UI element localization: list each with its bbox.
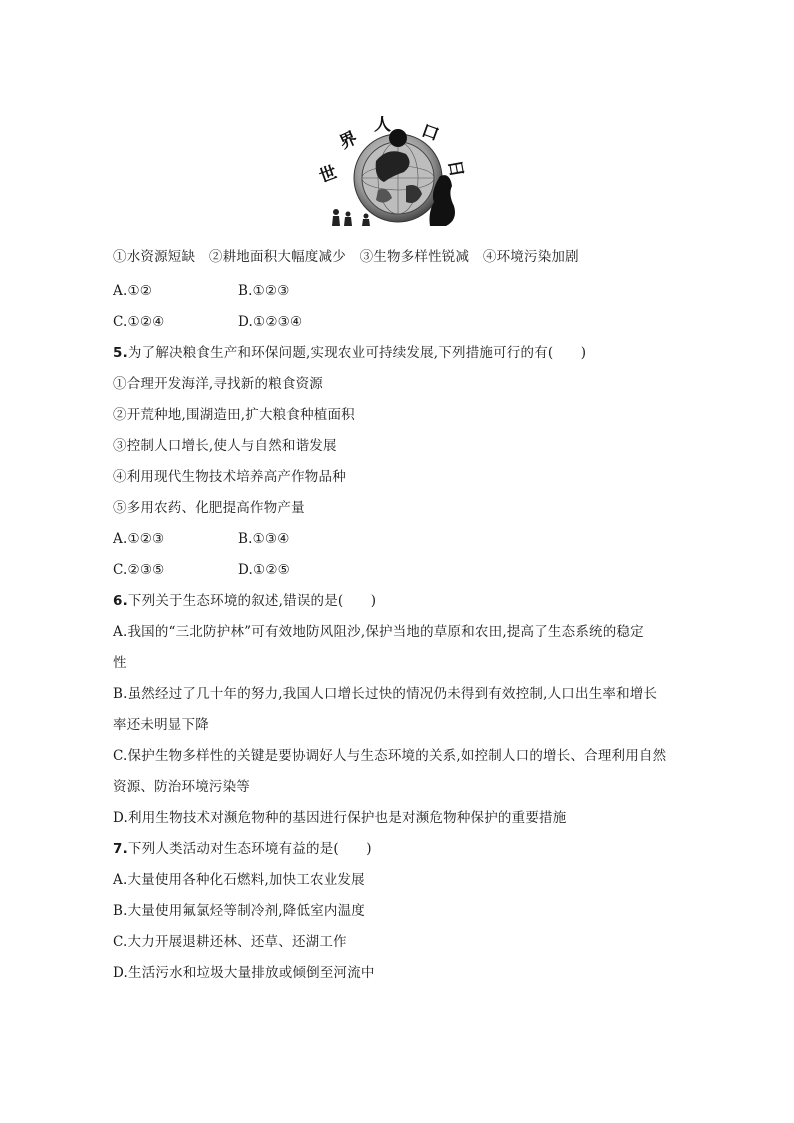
q4-option-b: B.①②③	[238, 283, 290, 299]
q7-number: 7.	[113, 841, 128, 857]
q6-option-a-line2: 性	[113, 655, 127, 671]
figure-char-2: 界	[336, 128, 361, 154]
q5-item-1: ①合理开发海洋,寻找新的粮食资源	[113, 376, 323, 392]
q7-question	[113, 840, 372, 858]
q6-option-a-line1: A.我国的“三北防护林”可有效地防风阻沙,保护当地的草原和农田,提高了生态系统的稳定	[113, 624, 644, 640]
q6-option-d: D.利用生物技术对濒危物种的基因进行保护也是对濒危物种保护的重要措施	[113, 810, 567, 826]
q6-option-b-line1: B.虽然经过了几十年的努力,我国人口增长过快的情况仍未得到有效控制,人口出生率和增长	[113, 686, 658, 702]
q5-option-a: A.①②③	[113, 531, 165, 547]
q5-number: 5.	[113, 345, 128, 361]
figure-char-1: 世	[318, 162, 340, 188]
q7-text: 下列人类活动对生态环境有益的是( )	[127, 841, 372, 857]
q4-option-a: A.①②	[113, 283, 153, 299]
q7-option-a: A.大量使用各种化石燃料,加快工农业发展	[113, 872, 365, 888]
q5-option-b: B.①③④	[238, 531, 290, 547]
q6-option-c-line1: C.保护生物多样性的关键是要协调好人与生态环境的关系,如控制人口的增长、合理利用自然	[113, 748, 667, 764]
q5-item-5: ⑤多用农药、化肥提高作物产量	[113, 500, 305, 516]
q6-option-b-line2: 率还未明显下降	[113, 717, 209, 733]
q6-option-c-line2: 资源、防治环境污染等	[113, 779, 250, 795]
q7-option-b: B.大量使用氟氯烃等制冷剂,降低室内温度	[113, 903, 366, 919]
q6-question	[113, 592, 376, 610]
q4-option-c: C.①②④	[113, 314, 165, 330]
q5-item-3: ③控制人口增长,使人与自然和谐发展	[113, 438, 337, 454]
q5-item-2: ②开荒种地,围湖造田,扩大粮食种植面积	[113, 407, 355, 423]
figure-char-3: 人	[374, 116, 391, 135]
globe-with-people-icon	[318, 116, 474, 230]
world-population-day-figure	[318, 116, 474, 230]
q6-text: 下列关于生态环境的叙述,错误的是( )	[127, 593, 377, 609]
q4-stems: ①水资源短缺 ②耕地面积大幅度减少 ③生物多样性锐减 ④环境污染加剧	[113, 249, 579, 265]
q7-option-c: C.大力开展退耕还林、还草、还湖工作	[113, 934, 347, 950]
q7-option-d: D.生活污水和垃圾大量排放或倾倒至河流中	[113, 965, 375, 981]
figure-char-4: 口	[418, 120, 442, 146]
q5-item-4: ④利用现代生物技术培养高产作物品种	[113, 469, 346, 485]
figure-char-5: 日	[443, 158, 467, 179]
q5-option-c: C.②③⑤	[113, 562, 165, 578]
q6-number: 6.	[113, 593, 128, 609]
q4-option-d: D.①②③④	[238, 314, 303, 330]
q5-text: 为了解决粮食生产和环保问题,实现农业可持续发展,下列措施可行的有( )	[127, 345, 587, 361]
q5-question	[113, 344, 586, 362]
q5-option-d: D.①②⑤	[238, 562, 290, 578]
